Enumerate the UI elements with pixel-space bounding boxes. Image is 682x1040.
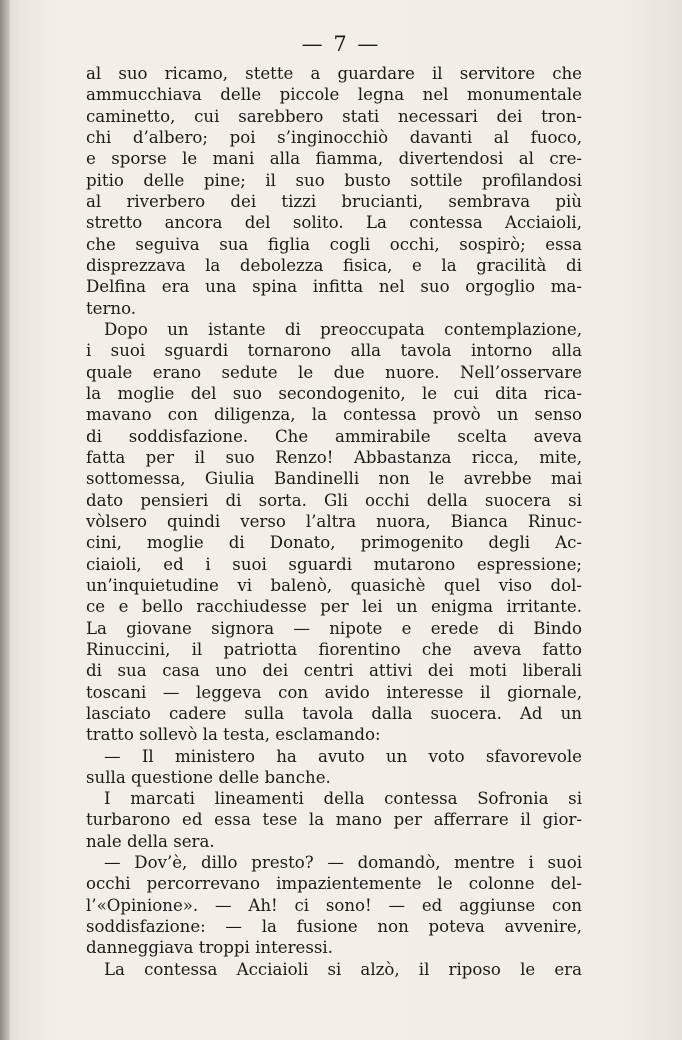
text-line: sulla questione delle banche. <box>86 767 331 787</box>
page-binding-edge <box>0 0 10 1040</box>
text-line: caminetto, cui sarebbero stati necessari dei tron- <box>86 106 582 126</box>
text-line: chi d’albero; poi s’inginocchiò davanti al fuoco, <box>86 127 582 147</box>
text-line: che seguiva sua figlia cogli occhi, sospirò; essa <box>86 234 582 254</box>
text-line: danneggiava troppi interessi. <box>86 938 333 958</box>
text-line: terno. <box>86 298 137 318</box>
text-line: occhi percorrevano impazientemente le colonne del- <box>86 874 582 894</box>
text-line: mavano con diligenza, la contessa provò un senso <box>86 405 582 425</box>
text-line: al suo ricamo, stette a guardare il servitore che <box>86 64 582 83</box>
text-line: — Dov’è, dillo presto? — domandò, mentre i suoi <box>104 853 582 873</box>
text-line: stretto ancora del solito. La contessa Acciaioli, <box>86 213 582 233</box>
text-line: soddisfazione: — la fusione non poteva avvenire, <box>86 917 582 937</box>
text-line: Dopo un istante di preoccupata contemplazione, <box>104 319 582 339</box>
text-line: di sua casa uno dei centri attivi dei moti liberali <box>86 661 582 681</box>
text-line: ciaioli, ed i suoi sguardi mutarono espressione; <box>86 554 582 574</box>
text-line: ce e bello racchiudesse per lei un enigma irritante. <box>86 597 582 617</box>
text-line: turbarono ed essa tese la mano per afferrare il gior- <box>86 810 582 830</box>
text-line: disprezzava la debolezza fisica, e la gracilità di <box>86 255 582 275</box>
text-line: quale erano sedute le due nuore. Nell’osservare <box>86 362 582 382</box>
text-line: lasciato cadere sulla tavola dalla suocera. Ad un <box>86 703 582 723</box>
text-line: cini, moglie di Donato, primogenito degli Ac- <box>86 533 582 553</box>
text-line: Rinuccini, il patriotta fiorentino che aveva fatto <box>86 639 582 659</box>
text-line: vòlsero quindi verso l’altra nuora, Bianca Rinuc- <box>86 511 582 531</box>
text-line: di soddisfazione. Che ammirabile scelta aveva <box>86 426 582 446</box>
text-line: un’inquietudine vi balenò, quasichè quel viso dol- <box>86 575 582 595</box>
text-line: La contessa Acciaioli si alzò, il riposo le era <box>104 959 582 979</box>
text-line: fatta per il suo Renzo! Abbastanza ricca, mite, <box>86 447 582 467</box>
text-line: dato pensieri di sorta. Gli occhi della suocera si <box>86 490 582 510</box>
text-line: tratto sollevò la testa, esclamando: <box>86 725 381 745</box>
text-line: La giovane signora — nipote e erede di Bindo <box>86 618 582 638</box>
text-line: ammucchiava delle piccole legna nel monumentale <box>86 85 582 105</box>
text-line: toscani — leggeva con avido interesse il giornale, <box>86 682 582 702</box>
text-line: sottomessa, Giulia Bandinelli non le avrebbe mai <box>86 469 582 489</box>
text-line: — Il ministero ha avuto un voto sfavorevole <box>104 746 582 766</box>
text-line: I marcati lineamenti della contessa Sofronia si <box>104 789 582 809</box>
text-line: l’«Opinione». — Ah! ci sono! — ed aggiunse con <box>86 895 582 915</box>
text-line: i suoi sguardi tornarono alla tavola intorno alla <box>86 341 582 361</box>
body-text <box>86 63 582 980</box>
text-line: la moglie del suo secondogenito, le cui dita rica- <box>86 383 582 403</box>
text-line: Delfina era una spina infitta nel suo orgoglio ma- <box>86 277 582 297</box>
page-number: — 7 — <box>301 32 381 56</box>
text-line: al riverbero dei tizzi brucianti, sembrava più <box>86 191 582 211</box>
text-line: pitio delle pine; il suo busto sottile profilandosi <box>86 170 582 190</box>
text-line: e sporse le mani alla fiamma, divertendosi al cre- <box>86 149 582 169</box>
text-line: nale della sera. <box>86 831 215 851</box>
